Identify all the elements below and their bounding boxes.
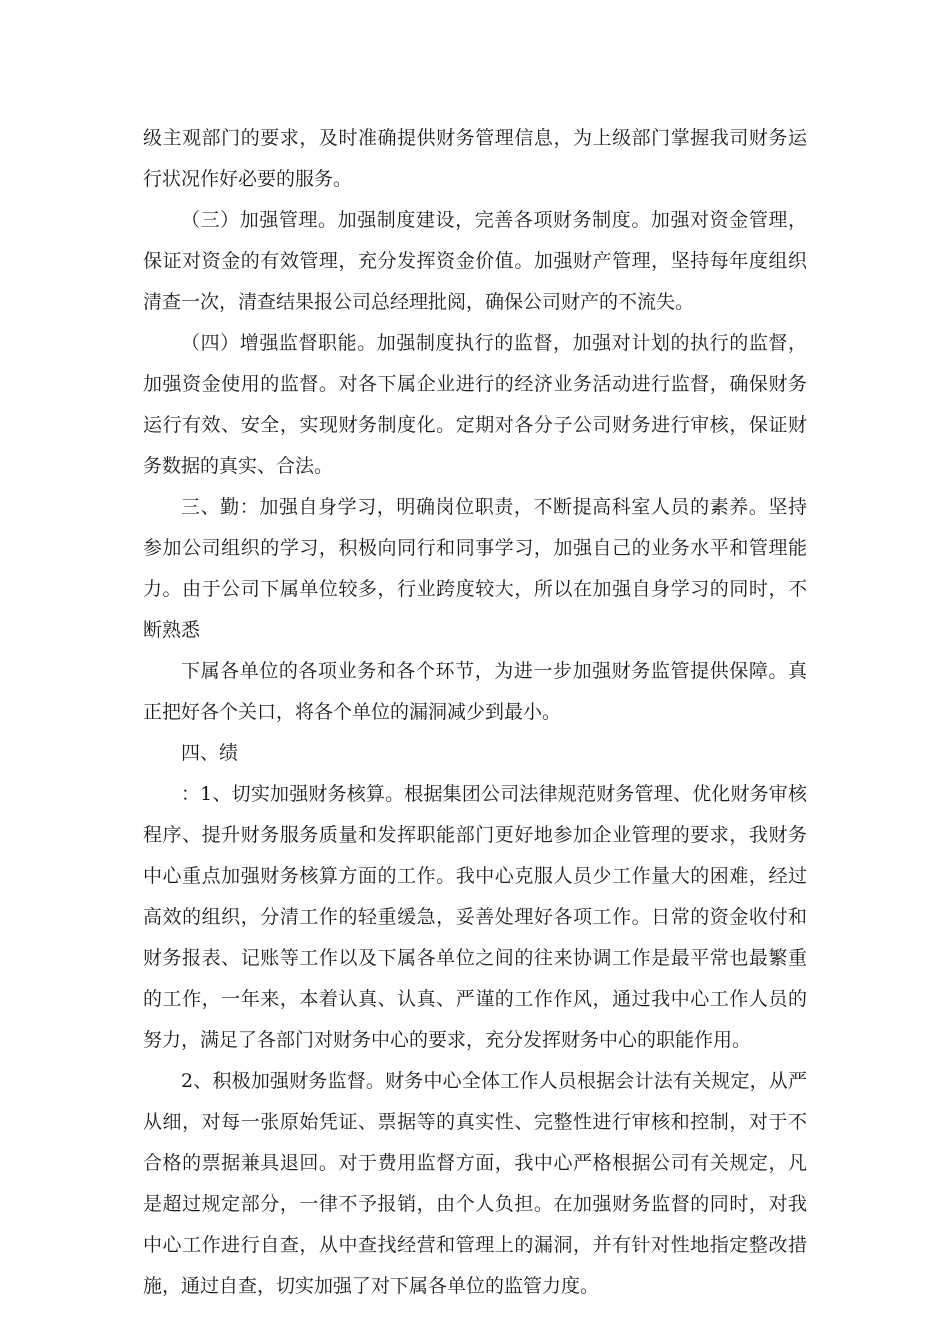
paragraph-3: （四）增强监督职能。加强制度执行的监督，加强对计划的执行的监督，加强资金使用的监督。对各下属企业进行的经济业务活动进行监督，确保财务运行有效、安全，实现财务制度化。定期对各分子公司财务进行审核，保证财务数据的真实、合法。 bbox=[143, 332, 807, 477]
paragraph-5: 下属各单位的各项业务和各个环节，为进一步加强财务监管提供保障。真正把好各个关口，将各个单位的漏洞减少到最小。 bbox=[143, 660, 807, 723]
paragraph-2: （三）加强管理。加强制度建设，完善各项财务制度。加强对资金管理，保证对资金的有效管理，充分发挥资金价值。加强财产管理，坚持每年度组织清查一次，清查结果报公司总经理批阅，确保公司财产的不流失。 bbox=[143, 209, 807, 313]
document-page bbox=[143, 118, 807, 1307]
paragraph-7: ：1、切实加强财务核算。根据集团公司法律规范财务管理、优化财务审核程序、提升财务服务质量和发挥职能部门更好地参加企业管理的要求，我财务中心重点加强财务核算方面的工作。我中心克服人员少工作量大的困难，经过高效的组织，分清工作的轻重缓急，妥善处理好各项工作。日常的资金收付和财务报表、记账等工作以及下属各单位之间的往来协调工作是最平常也最繁重的工作，一年来，本着认真、认真、严谨的工作作风，通过我中心工作人员的努力，满足了各部门对财务中心的要求，充分发挥财务中心的职能作用。 bbox=[143, 783, 807, 1051]
paragraph-8: 2、积极加强财务监督。财务中心全体工作人员根据会计法有关规定，从严从细，对每一张原始凭证、票据等的真实性、完整性进行审核和控制，对于不合格的票据兼具退回。对于费用监督方面，我中心严格根据公司有关规定，凡是超过规定部分，一律不予报销，由个人负担。在加强财务监督的同时，对我中心工作进行自查，从中查找经营和管理上的漏洞，并有针对性地指定整改措施，通过自查，切实加强了对下属各单位的监管力度。 bbox=[143, 1070, 807, 1297]
paragraph-6-heading: 四、绩 bbox=[181, 742, 239, 764]
paragraph-1: 级主观部门的要求，及时准确提供财务管理信息，为上级部门掌握我司财务运行状况作好必要的服务。 bbox=[143, 127, 807, 190]
paragraph-4: 三、勤：加强自身学习，明确岗位职责，不断提高科室人员的素养。坚持参加公司组织的学习，积极向同行和同事学习，加强自己的业务水平和管理能力。由于公司下属单位较多，行业跨度较大，所以在加强自身学习的同时，不断熟悉 bbox=[143, 496, 807, 641]
